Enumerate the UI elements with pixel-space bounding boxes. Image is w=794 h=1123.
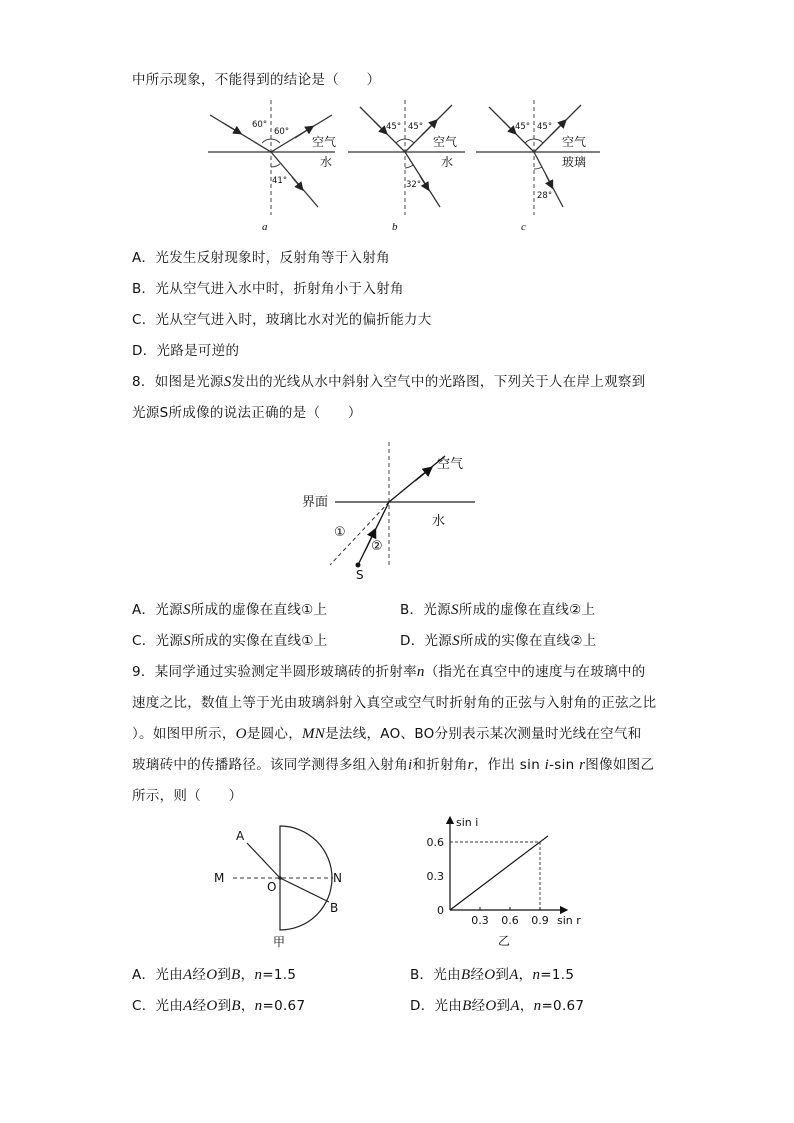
q7-a-angle-incident: 60° [252,120,268,130]
q7-figure-c [476,100,600,233]
y-tick-label-0: 0 [437,904,444,917]
y-tick-label-2: 0.6 [426,836,444,849]
q8-label-water: 水 [432,514,446,529]
q9-option-b[interactable]: B．光由B经O到A，n=1.5 [410,967,575,983]
q7-option-d[interactable]: D．光路是可逆的 [132,343,240,359]
q9-jia-caption: 甲 [273,935,286,949]
q7-figure [200,95,610,235]
q9-option-d[interactable]: D．光由B经O到A，n=0.67 [410,998,585,1014]
x-axis-label: sin r [557,914,581,927]
x-tick-label-1: 0.6 [501,914,519,927]
q8-label-interface: 界面 [302,495,329,510]
q7-b-medium2: 水 [441,155,454,169]
q7-c-medium2: 玻璃 [562,155,587,169]
q7-b-angle-refract: 32° [406,180,422,190]
q7-a-angle-reflect: 60° [274,127,290,137]
q9-jia-label-m: M [214,871,225,885]
q7-option-c[interactable]: C．光从空气进入时，玻璃比水对光的偏折能力大 [132,312,432,328]
q9-figure-yi-chart [420,812,590,952]
q7-c-caption: c [521,221,526,233]
q7-b-angle-reflect: 45° [408,122,424,132]
q8-label-line2: ② [371,539,383,554]
y-axis-label: sin i [456,816,479,829]
q8-option-c[interactable]: C．光源S所成的实像在直线①上 [132,633,328,649]
q9-jia-label-n: N [333,871,342,885]
q8-label-line1: ① [334,525,346,540]
q7-a-medium2: 水 [320,155,333,169]
chart-caption: 乙 [498,934,511,948]
q9-jia-label-a: A [236,829,245,843]
q8-option-d[interactable]: D．光源S所成的实像在直线②上 [400,633,597,649]
q7-option-b[interactable]: B．光从空气进入水中时，折射角小于入射角 [132,281,404,297]
q9-option-a[interactable]: A．光由A经O到B，n=1.5 [132,967,297,983]
q7-a-medium1: 空气 [312,135,337,149]
q7-c-medium1: 空气 [562,135,587,149]
q8-label-source: S [356,568,364,582]
series-line [450,836,548,910]
q9-stem-line3: ）。如图甲所示，O是圆心，MN是法线，AO、BO分别表示某次测量时光线在空气和 [132,726,642,742]
q9-jia-label-o: O [267,880,277,894]
q9-jia-label-b: B [330,901,339,915]
q9-stem-line5: 所示，则（ ） [132,788,243,804]
q9-figure-jia [205,818,365,953]
q7-a-angle-refract: 41° [272,176,288,186]
x-tick-label-2: 0.9 [531,914,549,927]
q7-b-caption: b [392,221,398,233]
q8-label-air: 空气 [437,457,464,472]
q8-option-a[interactable]: A．光源S所成的虚像在直线①上 [132,602,328,618]
q7-c-angle-incident: 45° [515,122,531,132]
y-tick-label-1: 0.3 [426,870,444,883]
q7-c-angle-refract: 28° [537,191,553,201]
q7-a-caption: a [262,221,268,233]
q7-figure-a [208,100,336,233]
q8-figure [295,440,495,585]
q7-b-medium1: 空气 [433,135,458,149]
q9-option-c[interactable]: C．光由A经O到B，n=0.67 [132,998,306,1014]
q7-figure-b [348,100,465,233]
q7-b-angle-incident: 45° [386,122,402,132]
q8-stem-line2: 光源S所成像的说法正确的是（ ） [132,405,362,421]
q8-option-b[interactable]: B．光源S所成的虚像在直线②上 [400,602,596,618]
q7-c-angle-reflect: 45° [537,122,553,132]
q7-intro: 中所示现象，不能得到的结论是（ ） [132,72,381,88]
q9-stem-line1: 9．某同学通过实验测定半圆形玻璃砖的折射率n（指光在真空中的速度与在玻璃中的 [132,664,646,680]
q8-stem-line1: 8．如图是光源S发出的光线从水中斜射入空气中的光路图，下列关于人在岸上观察到 [132,374,646,390]
x-tick-label-0: 0.3 [471,914,489,927]
q9-stem-line4: 玻璃砖中的传播路径。该同学测得多组入射角i和折射角r，作出 sin i-sin r图像如图乙 [132,757,655,773]
q9-stem-line2: 速度之比，数值上等于光由玻璃斜射入真空或空气时折射角的正弦与入射角的正弦之比 [132,695,657,711]
q7-option-a[interactable]: A．光发生反射现象时，反射角等于入射角 [132,250,390,266]
